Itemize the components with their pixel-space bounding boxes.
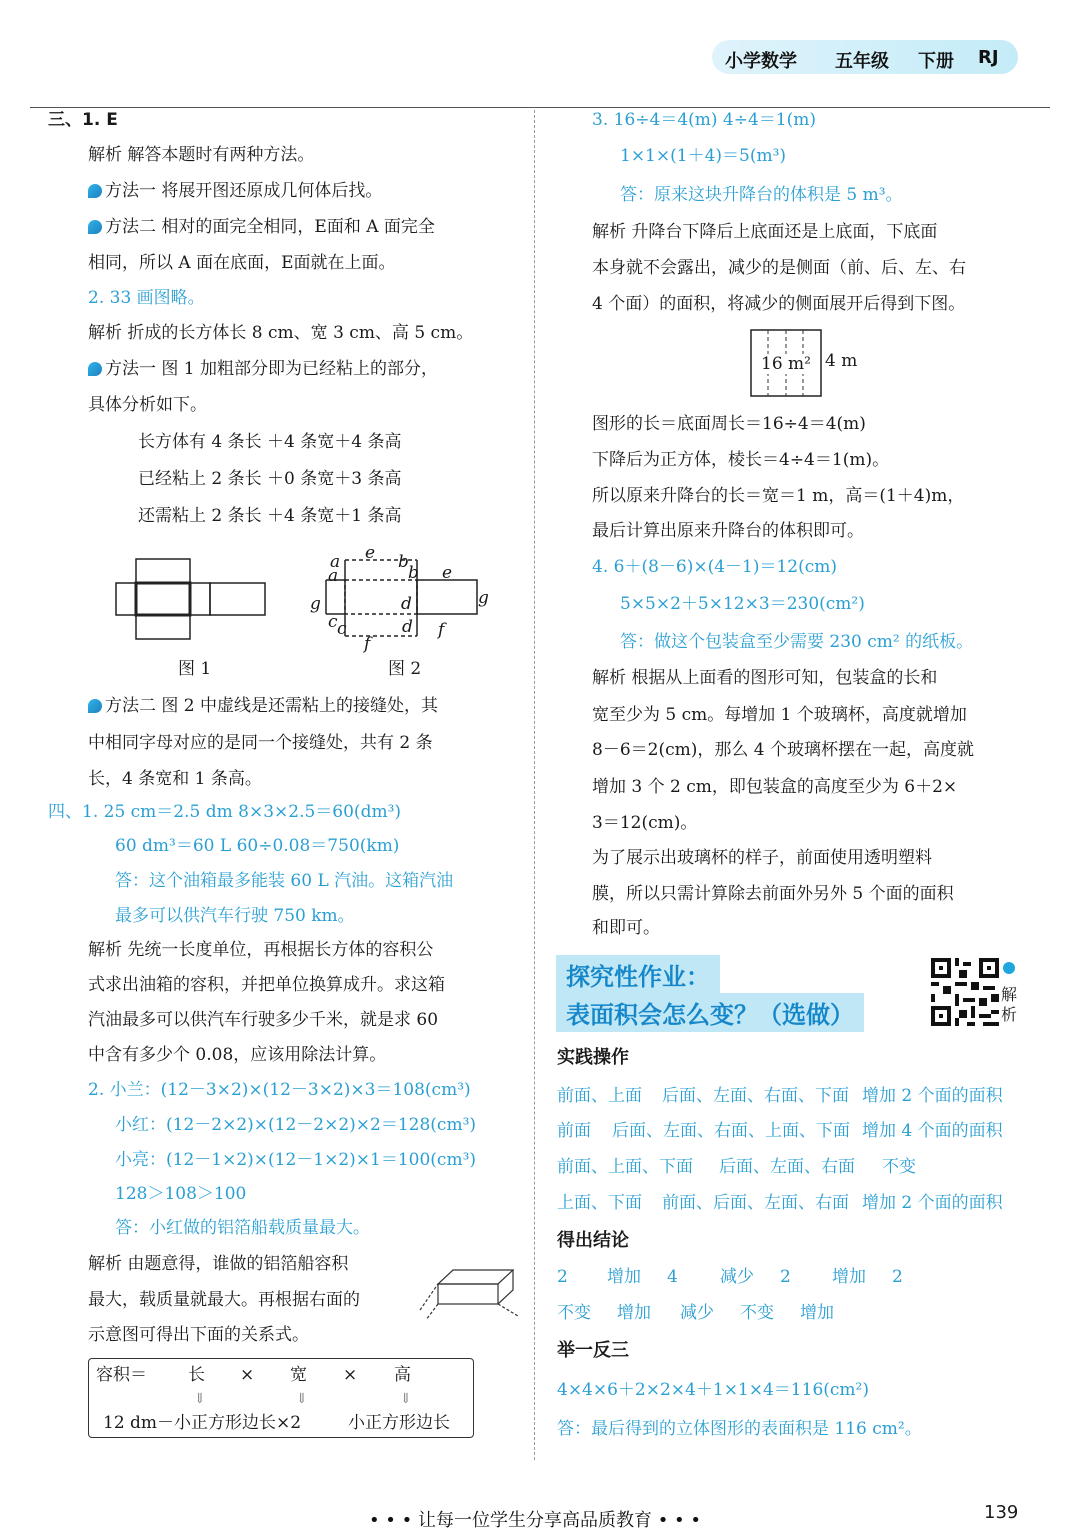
top-rule	[30, 107, 1050, 108]
figure-2-caption: 图 2	[388, 659, 422, 679]
header-edition: RJ	[978, 47, 999, 68]
arrow-down-icon: ⇓	[194, 1391, 206, 1407]
heading-conclusion: 得出结论	[557, 1230, 629, 1251]
heading-extend: 举一反三	[557, 1340, 629, 1361]
answer-line: 小亮：(12－1×2)×(12－1×2)×1＝100(cm³)	[115, 1150, 477, 1170]
text-line: 为了展示出玻璃杯的样子，前面使用透明塑料	[592, 848, 932, 868]
answer-line: 1×1×(1＋4)＝5(m³)	[620, 146, 787, 166]
area-label: 16 m²	[761, 354, 811, 374]
section-4-2: 2. 小兰：(12－3×2)×(12－3×2)×3＝108(cm³)	[88, 1080, 471, 1100]
rel-width: 宽	[290, 1365, 307, 1385]
text-line: 下降后为正方体，棱长＝4÷4＝1(m)。	[592, 450, 890, 470]
text-line: 本身就不会露出，减少的是侧面（前、后、左、右	[592, 258, 966, 278]
label-d: d	[402, 617, 413, 637]
text-line: 3＝12(cm)。	[592, 813, 698, 833]
conclusion-cell: 减少	[680, 1303, 714, 1323]
conclusion-cell: 不变	[740, 1303, 774, 1323]
answer-line: 60 dm³＝60 L 60÷0.08＝750(km)	[115, 836, 400, 856]
label-b: b	[398, 552, 409, 572]
section-3-2: 2. 33 画图略。	[88, 288, 205, 308]
text-line: 8－6＝2(cm)，那么 4 个玻璃杯摆在一起，高度就	[592, 740, 974, 760]
answer-line: 答：做这个包装盒至少需要 230 cm² 的纸板。	[620, 632, 974, 652]
practice-cell: 不变	[882, 1157, 916, 1177]
text-line: 中含有多少个 0.08，应该用除法计算。	[88, 1045, 387, 1065]
conclusion-cell: 2	[892, 1267, 903, 1287]
rel-bottom-left: 12 dm－小正方形边长×2	[103, 1413, 302, 1433]
rel-times: ×	[343, 1365, 358, 1385]
foil-boat-diagram	[418, 1262, 523, 1322]
label-e: e	[365, 543, 376, 563]
rel-label: 容积＝	[96, 1365, 147, 1385]
label-d: d	[401, 594, 412, 614]
header-term: 下册	[918, 51, 954, 72]
practice-cell: 后面、左面、右面、下面	[662, 1086, 849, 1106]
qr-label: 解	[1001, 985, 1018, 1004]
label-c: c	[328, 612, 338, 632]
text-line: 所以原来升降台的长＝宽＝1 m，高＝(1＋4)m，	[592, 486, 965, 506]
conclusion-cell: 2	[780, 1267, 791, 1287]
conclusion-cell: 不变	[557, 1303, 591, 1323]
practice-cell: 后面、左面、右面、上面、下面	[612, 1121, 850, 1141]
rel-length: 长	[188, 1365, 205, 1385]
label-a: a	[328, 566, 339, 586]
conclusion-cell: 2	[557, 1267, 568, 1287]
arrow-down-icon: ⇓	[400, 1391, 412, 1407]
bulb-icon	[88, 699, 102, 713]
rel-times: ×	[240, 1365, 255, 1385]
conclusion-cell: 增加	[832, 1267, 866, 1287]
answer-line: 最多可以供汽车行驶 750 km。	[115, 906, 355, 926]
method-1: 方法一 图 1 加粗部分即为已经粘上的部分，	[88, 359, 438, 379]
banner-subtitle: 表面积会怎么变？（选做）	[556, 993, 864, 1032]
conclusion-cell: 减少	[720, 1267, 754, 1287]
section-3-4: 4. 6＋(8－6)×(4－1)＝12(cm)	[592, 557, 838, 577]
footer-slogan: • • • 让每一位学生分享高品质教育 • • •	[368, 1510, 702, 1531]
text-line: 最大，载质量就最大。再根据右面的	[88, 1290, 360, 1310]
play-icon	[1003, 962, 1015, 974]
practice-cell: 前面、上面	[557, 1086, 642, 1106]
label-g: g	[478, 588, 489, 608]
text-line: 相同，所以 A 面在底面，E面就在上面。	[88, 253, 396, 273]
analysis-text: 解析 先统一长度单位，再根据长方体的容积公	[88, 940, 434, 960]
analysis-text: 解析 折成的长方体长 8 cm、宽 3 cm、高 5 cm。	[88, 323, 474, 343]
analysis-text: 解析 根据从上面看的图形可知，包装盒的长和	[592, 668, 938, 688]
practice-cell: 增加 2 个面的面积	[862, 1086, 1003, 1106]
label-g: g	[310, 594, 321, 614]
method-1: 方法一 将展开图还原成几何体后找。	[88, 181, 382, 201]
answer-line: 答：原来这块升降台的体积是 5 m³。	[620, 185, 903, 205]
analysis-text: 解析 由题意得，谁做的铝箔船容积	[88, 1254, 349, 1274]
label-b: b	[408, 563, 419, 583]
practice-cell: 前面、上面、下面	[557, 1157, 693, 1177]
bulb-icon	[88, 362, 102, 376]
conclusion-cell: 增加	[800, 1303, 834, 1323]
label-f: f	[438, 620, 445, 640]
section-3-1: 三、1. E	[48, 110, 118, 130]
section-3-3: 3. 16÷4＝4(m) 4÷4＝1(m)	[592, 110, 816, 130]
text-line: 最后计算出原来升降台的体积即可。	[592, 521, 864, 541]
practice-cell: 上面、下面	[557, 1193, 642, 1213]
label-a: a	[330, 552, 341, 572]
header-subject: 小学数学	[725, 51, 797, 72]
section-4-1: 四、1. 25 cm＝2.5 dm 8×3×2.5＝60(dm³)	[48, 802, 402, 822]
practice-cell: 后面、左面、右面	[719, 1157, 855, 1177]
practice-cell: 前面、后面、左面、右面	[662, 1193, 849, 1213]
answer-line: 答：这个油箱最多能装 60 L 汽油。这箱汽油	[115, 871, 454, 891]
answer-line: 答：小红做的铝箔船载质量最大。	[115, 1218, 370, 1238]
column-divider	[534, 110, 535, 1460]
header-grade: 五年级	[835, 51, 889, 72]
text-line: 长，4 条宽和 1 条高。	[88, 769, 262, 789]
page-number: 139	[984, 1502, 1019, 1523]
qr-label: 析	[1001, 1005, 1018, 1024]
practice-cell: 增加 2 个面的面积	[862, 1193, 1003, 1213]
analysis-text: 解析 升降台下降后上底面还是上底面，下底面	[592, 222, 938, 242]
label-f: f	[364, 634, 371, 654]
conclusion-cell: 4	[667, 1267, 678, 1287]
edge-row: 还需粘上 2 条长 ＋4 条宽＋1 条高	[138, 506, 402, 526]
text-line: 具体分析如下。	[88, 395, 207, 415]
text-line: 膜，所以只需计算除去前面外另外 5 个面的面积	[592, 884, 954, 904]
rel-height: 高	[394, 1365, 411, 1385]
text-line: 式求出油箱的容积，并把单位换算成升。求这箱	[88, 975, 445, 995]
conclusion-cell: 增加	[617, 1303, 651, 1323]
bulb-icon	[88, 220, 102, 234]
practice-cell: 增加 4 个面的面积	[862, 1121, 1003, 1141]
label-c: c	[337, 619, 347, 639]
figure-1-net	[110, 555, 275, 665]
text-line: 宽至少为 5 cm。每增加 1 个玻璃杯，高度就增加	[592, 705, 967, 725]
text-line: 示意图可得出下面的关系式。	[88, 1325, 309, 1345]
height-label: 4 m	[825, 351, 858, 371]
method-2: 方法二 相对的面完全相同，E面和 A 面完全	[88, 217, 435, 237]
practice-cell: 前面	[557, 1121, 591, 1141]
analysis-text: 解析 解答本题时有两种方法。	[88, 145, 315, 165]
heading-practice: 实践操作	[557, 1047, 629, 1068]
answer-line: 小红：(12－2×2)×(12－2×2)×2＝128(cm³)	[115, 1115, 477, 1135]
extend-line: 4×4×6＋2×2×4＋1×1×4＝116(cm²)	[557, 1380, 869, 1400]
conclusion-cell: 增加	[607, 1267, 641, 1287]
banner-title: 探究性作业：	[556, 955, 720, 994]
text-line: 中相同字母对应的是同一个接缝处，共有 2 条	[88, 733, 433, 753]
text-line: 图形的长＝底面周长＝16÷4＝4(m)	[592, 414, 866, 434]
edge-row: 已经粘上 2 条长 ＋0 条宽＋3 条高	[138, 469, 402, 489]
text-line: 增加 3 个 2 cm，即包装盒的高度至少为 6＋2×	[592, 777, 958, 797]
qr-code-icon[interactable]	[931, 958, 999, 1026]
answer-line: 5×5×2＋5×12×3＝230(cm²)	[620, 594, 865, 614]
rel-bottom-right: 小正方形边长	[348, 1413, 450, 1433]
figure-1-caption: 图 1	[178, 659, 212, 679]
answer-line: 128＞108＞100	[115, 1184, 247, 1204]
text-line: 汽油最多可以供汽车行驶多少千米，就是求 60	[88, 1010, 439, 1030]
extend-answer: 答：最后得到的立体图形的表面积是 116 cm²。	[557, 1419, 922, 1439]
bulb-icon	[88, 184, 102, 198]
label-e: e	[442, 563, 453, 583]
text-line: 4 个面）的面积，将减少的侧面展开后得到下图。	[592, 294, 966, 314]
edge-row: 长方体有 4 条长 ＋4 条宽＋4 条高	[138, 432, 402, 452]
arrow-down-icon: ⇓	[296, 1391, 308, 1407]
text-line: 和即可。	[592, 918, 660, 938]
method-2: 方法二 图 2 中虚线是还需粘上的接缝处，其	[88, 696, 438, 716]
